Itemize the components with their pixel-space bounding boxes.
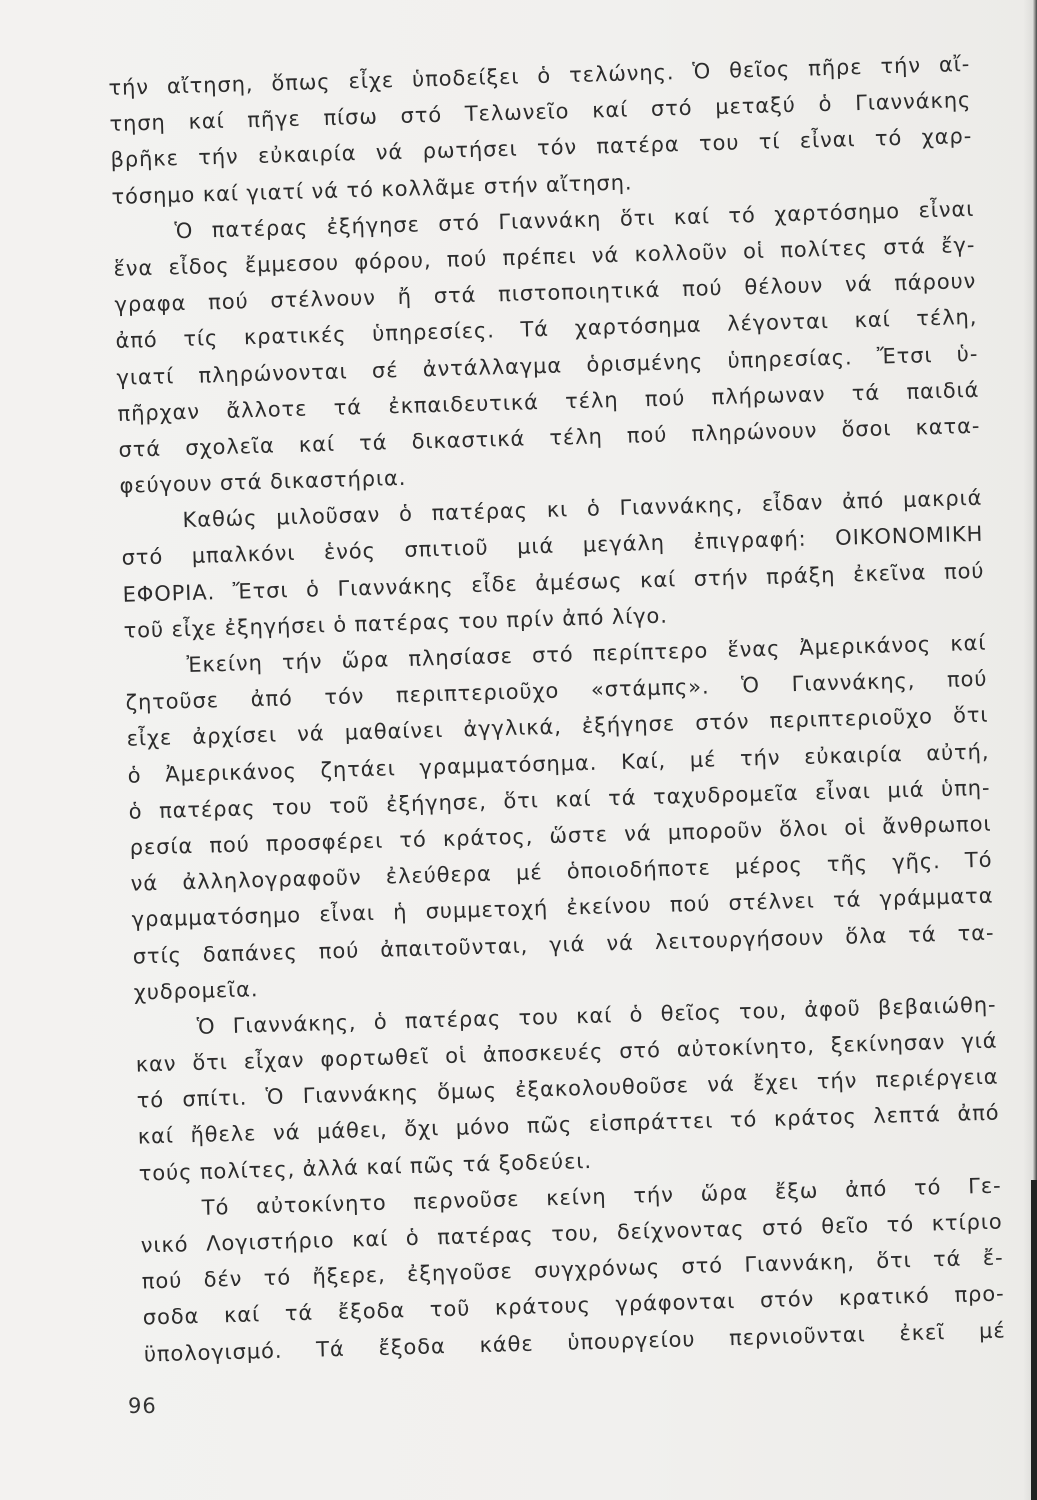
body-text	[108, 46, 1006, 1372]
text-line: καί ἤθελε νά μάθει, ὄχι μόνο πῶς εἰσπράττει τό κράτος λεπτά ἀπό	[137, 1100, 1000, 1150]
text-line: ὁ πατέρας του τοῦ ἐξήγησε, ὅτι καί τά ταχυδρομεῖα εἶναι μιά ὑπη-	[128, 775, 991, 824]
text-line: τούς πολίτες, ἀλλά καί πῶς τά ξοδεύει.	[138, 1148, 593, 1186]
text-line: ὁ Ἀμερικάνος ζητάει γραμματόσημα. Καί, μέ τήν εὐκαιρία αὐτή,	[127, 739, 990, 788]
text-line: τόσημο καί γιατί νά τό κολλᾶμε στήν αἴτηση.	[111, 169, 633, 209]
text-line: καν ὅτι εἶχαν φορτωθεῖ οἱ ἀποσκευές στό αὐτοκίνητο, ξεκίνησαν γιά	[135, 1028, 998, 1077]
paragraph-start-line: Καθώς μιλοῦσαν ὁ πατέρας κι ὁ Γιαννάκης, εἶδαν ἀπό μακριά	[182, 486, 983, 533]
paragraph-start-line: Ὁ πατέρας ἐξήγησε στό Γιαννάκη ὅτι καί τό χαρτόσημο εἶναι	[174, 196, 975, 243]
text-line: τοῦ εἶχε ἐξηγήσει ὁ πατέρας του πρίν ἀπό λίγο.	[123, 603, 669, 643]
text-line: γραμματόσημο εἶναι ἡ συμμετοχή ἐκείνου πού στέλνει τά γράμματα	[131, 883, 994, 932]
text-line: τό σπίτι. Ὁ Γιαννάκης ὅμως ἐξακολουθοῦσε νά ἔχει τήν περιέργεια	[136, 1064, 999, 1113]
paragraph-start-line: Τό αὐτοκίνητο περνοῦσε κείνη τήν ὥρα ἔξω ἀπό τό Γε-	[201, 1173, 1002, 1220]
text-line: πού δέν τό ἤξερε, ἐξηγοῦσε συγχρόνως στό Γιαννάκη, ὅτι τά ἔ-	[141, 1245, 1004, 1294]
text-line: χυδρομεῖα.	[133, 976, 259, 1005]
text-line: γιατί πληρώνονται σέ ἀντάλλαγμα ὁρισμένης ὑπηρεσίας. Ἔτσι ὑ-	[116, 341, 979, 390]
text-line: βρῆκε τήν εὐκαιρία νά ρωτήσει τόν πατέρα του τί εἶναι τό χαρ-	[110, 124, 973, 173]
text-line: φεύγουν στά δικαστήρια.	[119, 465, 407, 498]
text-line: ἀπό τίς κρατικές ὑπηρεσίες. Τά χαρτόσημα λέγονται καί τέλη,	[115, 305, 978, 354]
text-line: στό μπαλκόνι ἑνός σπιτιοῦ μιά μεγάλη ἐπιγραφή: ΟΙΚΟΝΟΜΙΚΗ	[121, 522, 984, 571]
paragraph-start-line: Ὁ Γιαννάκης, ὁ πατέρας του καί ὁ θεῖος του, ἀφοῦ βεβαιώθη-	[196, 992, 997, 1039]
text-line: νικό Λογιστήριο καί ὁ πατέρας του, δείχνοντας στό θεῖο τό κτίριο	[140, 1209, 1003, 1258]
paragraph-start-line: Ἐκείνη τήν ὥρα πλησίασε στό περίπτερο ἕνας Ἀμερικάνος καί	[186, 630, 987, 678]
text-line: σοδα καί τά ἔξοδα τοῦ κράτους γράφονται στόν κρατικό προ-	[142, 1281, 1005, 1330]
text-line: εἶχε ἀρχίσει νά μαθαίνει ἀγγλικά, ἐξήγησε στόν περιπτεριοῦχο ὅτι	[126, 703, 989, 752]
text-line: πῆρχαν ἄλλοτε τά ἐκπαιδευτικά τέλη πού πλήρωναν τά παιδιά	[117, 377, 980, 426]
text-line: ζητοῦσε ἀπό τόν περιπτεριοῦχο «στάμπς». Ὁ Γιαννάκης, πού	[125, 666, 988, 715]
text-line: ϋπολογισμό. Τά ἔξοδα κάθε ὑπουργείου περνιοῦνται ἐκεῖ μέ	[143, 1317, 1006, 1367]
text-line: νά ἀλληλογραφοῦν ἐλεύθερα μέ ὁποιοδήποτε μέρος τῆς γῆς. Τό	[130, 847, 993, 896]
text-line: στά σχολεῖα καί τά δικαστικά τέλη πού πληρώνουν ὅσοι κατα-	[118, 413, 981, 462]
text-line: ΕΦΟΡΙΑ. Ἔτσι ὁ Γιαννάκης εἶδε ἀμέσως καί στήν πράξη ἐκεῖνα πού	[122, 558, 985, 607]
text-line: τήν αἴτηση, ὅπως εἶχε ὑποδείξει ὁ τελώνης. Ὁ θεῖος πῆρε τήν αἴ-	[108, 51, 971, 100]
text-line: ρεσία πού προσφέρει τό κράτος, ὥστε νά μποροῦν ὅλοι οἱ ἄνθρωποι	[129, 811, 992, 860]
text-line: τηση καί πῆγε πίσω στό Τελωνεῖο καί στό μεταξύ ὁ Γιαννάκης	[109, 88, 972, 137]
text-line: γραφα πού στέλνουν ἤ στά πιστοποιητικά πού θέλουν νά πάρουν	[114, 268, 977, 318]
page-number: 96	[128, 1394, 157, 1418]
page-edge-dark	[1031, 1180, 1037, 1500]
text-line: ἕνα εἶδος ἔμμεσου φόρου, πού πρέπει νά κολλοῦν οἱ πολίτες στά ἔγ-	[113, 232, 976, 281]
text-line: στίς δαπάνες πού ἀπαιτοῦνται, γιά νά λειτουργήσουν ὅλα τά τα-	[132, 920, 995, 969]
